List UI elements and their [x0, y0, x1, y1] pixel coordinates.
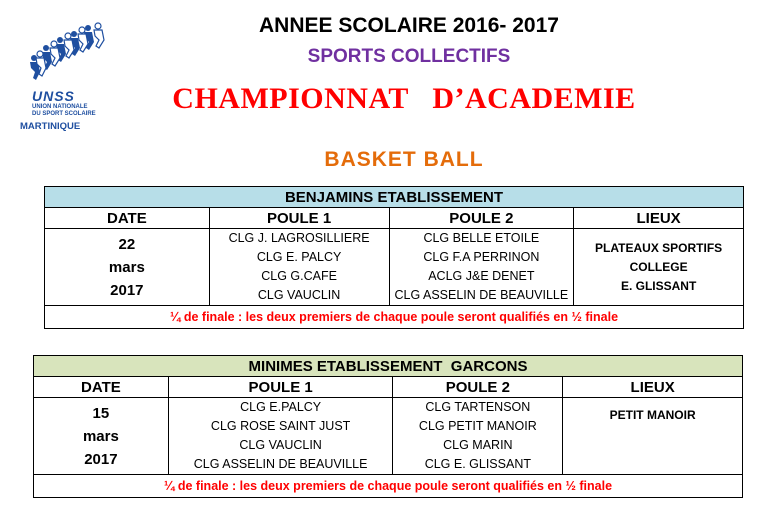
team-name: CLG E. PALCY — [256, 250, 342, 264]
column-header-date: DATE — [45, 208, 210, 229]
team-name: CLG VAUCLIN — [239, 438, 322, 452]
benjamins-table — [44, 186, 744, 329]
column-header-lieux: LIEUX — [563, 377, 743, 398]
date-year: 2017 — [110, 281, 144, 299]
poule2-cell — [393, 398, 563, 475]
team-name: CLG TARTENSON — [425, 400, 531, 414]
date-month: mars — [108, 258, 145, 276]
column-header-lieux: LIEUX — [574, 208, 744, 229]
team-name: CLG F.A PERRINON — [423, 250, 540, 264]
column-header-poule1: POULE 1 — [168, 377, 393, 398]
table-title: MINIMES ETABLISSEMENT GARCONS — [34, 356, 743, 377]
team-name: CLG MARIN — [443, 438, 513, 452]
column-header-poule1: POULE 1 — [209, 208, 389, 229]
sport-title: BASKET BALL — [324, 148, 484, 171]
team-name: CLG ASSELIN DE BEAUVILLE — [193, 457, 368, 471]
column-header-poule2: POULE 2 — [389, 208, 574, 229]
table-title: BENJAMINS ETABLISSEMENT — [45, 187, 744, 208]
date-cell — [45, 229, 210, 306]
poule1-cell — [209, 229, 389, 306]
date-month: mars — [82, 427, 119, 445]
venue-line: PETIT MANOIR — [609, 408, 696, 422]
column-header-poule2: POULE 2 — [393, 377, 563, 398]
venue-line: E. GLISSANT — [620, 278, 697, 293]
lieux-cell — [574, 229, 744, 306]
logo-brand: UNSS — [32, 88, 75, 104]
team-name: ACLG J&E DENET — [428, 269, 535, 283]
championship-title — [0, 82, 768, 116]
qualification-note: ¼ de finale : les deux premiers de chaque poule seront qualifiés en ½ finale — [45, 306, 744, 329]
date-day: 22 — [118, 235, 136, 253]
logo-region: MARTINIQUE — [20, 121, 81, 132]
team-name: CLG VAUCLIN — [257, 288, 341, 302]
team-name: CLG J. LAGROSILLIERE — [228, 231, 370, 245]
team-name: CLG ROSE SAINT JUST — [210, 419, 351, 433]
team-name: CLG PETIT MANOIR — [418, 419, 537, 433]
poule1-cell — [168, 398, 393, 475]
school-year-title: ANNEE SCOLAIRE 2016- 2017 — [259, 14, 559, 37]
column-header-date: DATE — [34, 377, 169, 398]
venue-line: PLATEAUX SPORTIFS — [595, 240, 723, 255]
minimes-table — [33, 355, 743, 498]
logo-subtitle-line1: UNION NATIONALE — [32, 104, 88, 110]
team-name: CLG G.CAFE — [261, 269, 337, 283]
date-day: 15 — [92, 404, 110, 422]
team-name: CLG ASSELIN DE BEAUVILLE — [394, 288, 569, 302]
championship-title-text: CHAMPIONNAT D’ACADEMIE — [172, 82, 636, 115]
poule2-cell — [389, 229, 574, 306]
team-name: CLG BELLE ETOILE — [423, 231, 540, 245]
qualification-note: ¼ de finale : les deux premiers de chaque poule seront qualifiés en ½ finale — [34, 475, 743, 498]
venue-line: COLLEGE — [629, 259, 688, 274]
logo-subtitle-line2: DU SPORT SCOLAIRE — [32, 111, 96, 117]
team-name: CLG E. GLISSANT — [424, 457, 531, 471]
category-title: SPORTS COLLECTIFS — [307, 46, 511, 67]
lieux-cell — [563, 398, 743, 475]
date-year: 2017 — [84, 450, 118, 468]
date-cell — [34, 398, 169, 475]
team-name: CLG E.PALCY — [240, 400, 322, 414]
